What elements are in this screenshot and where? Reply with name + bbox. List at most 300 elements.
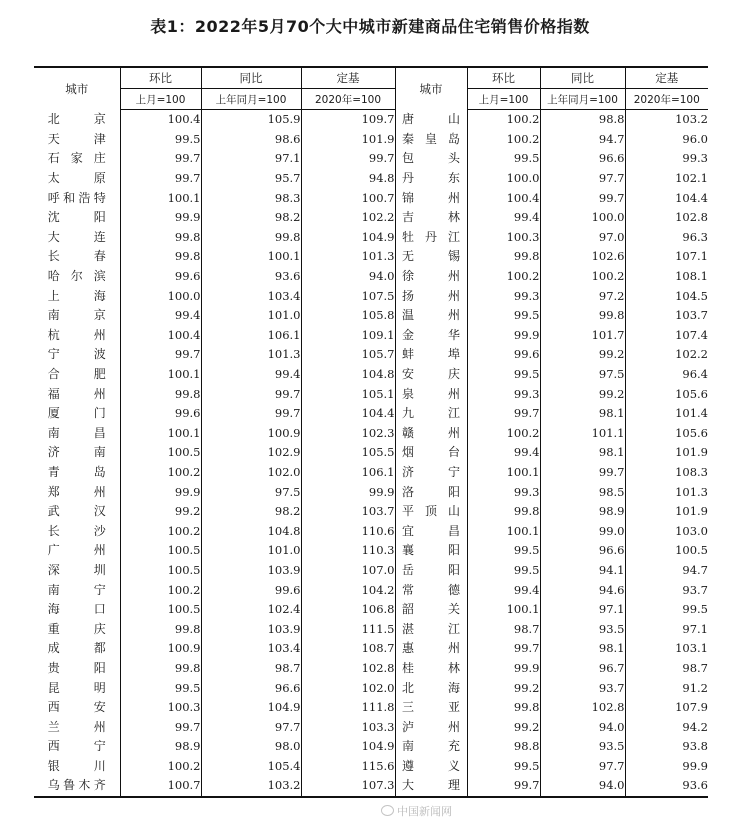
table-row bbox=[34, 502, 708, 522]
left-yoy-cell: 98.2 bbox=[201, 208, 301, 228]
left-mom-cell: 100.2 bbox=[120, 463, 201, 483]
right-mom-cell: 99.8 bbox=[467, 502, 540, 522]
header-mom-left: 环比 bbox=[120, 67, 201, 89]
left-city-name: 福州 bbox=[47, 386, 106, 401]
right-fixed-cell: 108.3 bbox=[625, 463, 708, 483]
right-yoy-cell: 100.2 bbox=[540, 267, 625, 287]
right-fixed-cell: 102.2 bbox=[625, 345, 708, 365]
right-fixed-cell: 91.2 bbox=[625, 678, 708, 698]
left-yoy-cell: 96.6 bbox=[201, 678, 301, 698]
left-city-cell bbox=[34, 130, 120, 150]
left-fixed-cell: 104.4 bbox=[301, 404, 395, 424]
right-fixed-cell: 94.7 bbox=[625, 561, 708, 581]
left-yoy-cell: 103.4 bbox=[201, 639, 301, 659]
left-city-name: 乌鲁木齐 bbox=[47, 778, 106, 793]
right-city-name: 泉州 bbox=[402, 386, 460, 401]
left-city-name: 石家庄 bbox=[47, 151, 106, 166]
left-fixed-cell: 103.7 bbox=[301, 502, 395, 522]
left-fixed-cell: 111.5 bbox=[301, 619, 395, 639]
left-city-cell bbox=[34, 424, 120, 444]
left-city-name: 长沙 bbox=[47, 523, 106, 538]
left-yoy-cell: 98.2 bbox=[201, 502, 301, 522]
right-city-name: 蚌埠 bbox=[402, 347, 460, 362]
left-mom-cell: 99.8 bbox=[120, 384, 201, 404]
left-city-name: 深圳 bbox=[47, 562, 106, 577]
right-fixed-cell: 105.6 bbox=[625, 384, 708, 404]
right-yoy-cell: 98.1 bbox=[540, 404, 625, 424]
right-fixed-cell: 96.0 bbox=[625, 130, 708, 150]
left-mom-cell: 99.2 bbox=[120, 502, 201, 522]
left-city-cell bbox=[34, 619, 120, 639]
left-city-name: 重庆 bbox=[47, 621, 106, 636]
right-city-cell bbox=[395, 188, 467, 208]
right-mom-cell: 100.2 bbox=[467, 130, 540, 150]
table-row bbox=[34, 717, 708, 737]
left-city-name: 上海 bbox=[47, 288, 106, 303]
left-yoy-cell: 99.4 bbox=[201, 365, 301, 385]
right-city-cell bbox=[395, 600, 467, 620]
header-mom-base-left: 上月=100 bbox=[120, 89, 201, 110]
right-mom-cell: 98.7 bbox=[467, 619, 540, 639]
right-mom-cell: 99.4 bbox=[467, 208, 540, 228]
table-row bbox=[34, 208, 708, 228]
right-yoy-cell: 98.8 bbox=[540, 110, 625, 130]
right-city-cell bbox=[395, 463, 467, 483]
table-row bbox=[34, 267, 708, 287]
right-yoy-cell: 99.2 bbox=[540, 384, 625, 404]
header-yoy-right: 同比 bbox=[540, 67, 625, 89]
right-city-name: 金华 bbox=[402, 327, 460, 342]
left-city-name: 成都 bbox=[47, 641, 106, 656]
left-yoy-cell: 105.4 bbox=[201, 757, 301, 777]
header-fixed-base-left: 2020年=100 bbox=[301, 89, 395, 110]
left-yoy-cell: 104.9 bbox=[201, 698, 301, 718]
right-yoy-cell: 94.6 bbox=[540, 580, 625, 600]
left-city-name: 西宁 bbox=[47, 739, 106, 754]
left-yoy-cell: 103.9 bbox=[201, 619, 301, 639]
left-city-cell bbox=[34, 580, 120, 600]
right-yoy-cell: 102.6 bbox=[540, 247, 625, 267]
right-fixed-cell: 107.4 bbox=[625, 326, 708, 346]
left-yoy-cell: 93.6 bbox=[201, 267, 301, 287]
left-fixed-cell: 102.2 bbox=[301, 208, 395, 228]
right-mom-cell: 99.5 bbox=[467, 149, 540, 169]
left-fixed-cell: 115.6 bbox=[301, 757, 395, 777]
left-yoy-cell: 98.7 bbox=[201, 659, 301, 679]
table-row bbox=[34, 541, 708, 561]
right-fixed-cell: 103.0 bbox=[625, 521, 708, 541]
right-yoy-cell: 98.9 bbox=[540, 502, 625, 522]
left-city-cell bbox=[34, 208, 120, 228]
table-row bbox=[34, 130, 708, 150]
table-row bbox=[34, 149, 708, 169]
left-mom-cell: 100.5 bbox=[120, 541, 201, 561]
left-fixed-cell: 100.7 bbox=[301, 188, 395, 208]
left-city-cell bbox=[34, 306, 120, 326]
right-mom-cell: 99.2 bbox=[467, 678, 540, 698]
left-fixed-cell: 106.1 bbox=[301, 463, 395, 483]
left-city-cell bbox=[34, 345, 120, 365]
right-city-name: 平顶山 bbox=[402, 504, 460, 519]
left-fixed-cell: 99.7 bbox=[301, 149, 395, 169]
right-mom-cell: 100.2 bbox=[467, 424, 540, 444]
left-fixed-cell: 110.3 bbox=[301, 541, 395, 561]
left-city-cell bbox=[34, 443, 120, 463]
left-city-cell bbox=[34, 678, 120, 698]
table-row bbox=[34, 482, 708, 502]
left-fixed-cell: 104.2 bbox=[301, 580, 395, 600]
left-city-cell bbox=[34, 776, 120, 797]
left-city-cell bbox=[34, 717, 120, 737]
left-yoy-cell: 99.7 bbox=[201, 384, 301, 404]
left-fixed-cell: 104.9 bbox=[301, 737, 395, 757]
right-yoy-cell: 100.0 bbox=[540, 208, 625, 228]
left-city-cell bbox=[34, 463, 120, 483]
table-row bbox=[34, 443, 708, 463]
left-yoy-cell: 99.7 bbox=[201, 404, 301, 424]
right-yoy-cell: 98.5 bbox=[540, 482, 625, 502]
right-city-name: 洛阳 bbox=[402, 484, 460, 499]
left-mom-cell: 100.4 bbox=[120, 326, 201, 346]
right-yoy-cell: 99.2 bbox=[540, 345, 625, 365]
right-city-cell bbox=[395, 698, 467, 718]
right-mom-cell: 99.3 bbox=[467, 286, 540, 306]
right-city-name: 南充 bbox=[402, 739, 460, 754]
left-fixed-cell: 99.9 bbox=[301, 482, 395, 502]
right-fixed-cell: 93.8 bbox=[625, 737, 708, 757]
right-city-name: 无锡 bbox=[402, 249, 460, 264]
right-city-name: 丹东 bbox=[402, 171, 460, 186]
left-city-cell bbox=[34, 698, 120, 718]
right-city-cell bbox=[395, 345, 467, 365]
right-mom-cell: 99.5 bbox=[467, 561, 540, 581]
right-fixed-cell: 105.6 bbox=[625, 424, 708, 444]
right-mom-cell: 99.5 bbox=[467, 306, 540, 326]
left-fixed-cell: 105.8 bbox=[301, 306, 395, 326]
right-city-name: 湛江 bbox=[402, 621, 460, 636]
right-city-cell bbox=[395, 365, 467, 385]
table-row bbox=[34, 365, 708, 385]
table-row bbox=[34, 286, 708, 306]
header-mom-right: 环比 bbox=[467, 67, 540, 89]
left-yoy-cell: 99.6 bbox=[201, 580, 301, 600]
right-city-cell bbox=[395, 502, 467, 522]
right-yoy-cell: 99.8 bbox=[540, 306, 625, 326]
right-city-cell bbox=[395, 286, 467, 306]
left-mom-cell: 99.7 bbox=[120, 149, 201, 169]
header-city-left: 城市 bbox=[34, 67, 120, 110]
right-city-name: 温州 bbox=[402, 308, 460, 323]
right-mom-cell: 99.5 bbox=[467, 541, 540, 561]
table-row bbox=[34, 326, 708, 346]
right-yoy-cell: 94.0 bbox=[540, 717, 625, 737]
right-city-cell bbox=[395, 326, 467, 346]
right-fixed-cell: 103.2 bbox=[625, 110, 708, 130]
left-city-name: 合肥 bbox=[47, 367, 106, 382]
left-yoy-cell: 102.9 bbox=[201, 443, 301, 463]
left-fixed-cell: 104.8 bbox=[301, 365, 395, 385]
table-row bbox=[34, 384, 708, 404]
left-city-cell bbox=[34, 482, 120, 502]
table-row bbox=[34, 737, 708, 757]
right-city-cell bbox=[395, 443, 467, 463]
right-city-cell bbox=[395, 482, 467, 502]
left-yoy-cell: 106.1 bbox=[201, 326, 301, 346]
right-mom-cell: 99.5 bbox=[467, 757, 540, 777]
right-city-name: 唐山 bbox=[402, 112, 460, 127]
table-row bbox=[34, 404, 708, 424]
right-fixed-cell: 103.1 bbox=[625, 639, 708, 659]
table-row bbox=[34, 678, 708, 698]
right-yoy-cell: 97.7 bbox=[540, 169, 625, 189]
right-fixed-cell: 100.5 bbox=[625, 541, 708, 561]
right-city-cell bbox=[395, 757, 467, 777]
left-city-cell bbox=[34, 384, 120, 404]
left-city-name: 沈阳 bbox=[47, 210, 106, 225]
left-city-name: 贵阳 bbox=[47, 660, 106, 675]
right-city-cell bbox=[395, 659, 467, 679]
table-row bbox=[34, 521, 708, 541]
left-mom-cell: 99.8 bbox=[120, 659, 201, 679]
right-yoy-cell: 96.6 bbox=[540, 541, 625, 561]
right-fixed-cell: 101.9 bbox=[625, 502, 708, 522]
table-row bbox=[34, 188, 708, 208]
table-row bbox=[34, 639, 708, 659]
table-row bbox=[34, 306, 708, 326]
left-city-cell bbox=[34, 757, 120, 777]
left-city-name: 杭州 bbox=[47, 327, 106, 342]
right-yoy-cell: 97.0 bbox=[540, 228, 625, 248]
left-city-cell bbox=[34, 228, 120, 248]
left-mom-cell: 100.2 bbox=[120, 757, 201, 777]
left-fixed-cell: 103.3 bbox=[301, 717, 395, 737]
right-city-cell bbox=[395, 130, 467, 150]
right-fixed-cell: 104.5 bbox=[625, 286, 708, 306]
right-city-name: 济宁 bbox=[402, 464, 460, 479]
right-city-cell bbox=[395, 678, 467, 698]
left-city-name: 西安 bbox=[47, 700, 106, 715]
right-mom-cell: 100.0 bbox=[467, 169, 540, 189]
left-city-name: 宁波 bbox=[47, 347, 106, 362]
right-fixed-cell: 99.9 bbox=[625, 757, 708, 777]
table-row bbox=[34, 110, 708, 130]
right-city-cell bbox=[395, 306, 467, 326]
right-city-cell bbox=[395, 208, 467, 228]
left-city-cell bbox=[34, 561, 120, 581]
table-row bbox=[34, 600, 708, 620]
left-yoy-cell: 101.0 bbox=[201, 541, 301, 561]
left-yoy-cell: 98.0 bbox=[201, 737, 301, 757]
right-city-name: 岳阳 bbox=[402, 562, 460, 577]
right-city-name: 宜昌 bbox=[402, 523, 460, 538]
right-yoy-cell: 99.0 bbox=[540, 521, 625, 541]
left-mom-cell: 99.8 bbox=[120, 619, 201, 639]
right-yoy-cell: 101.7 bbox=[540, 326, 625, 346]
right-mom-cell: 99.3 bbox=[467, 384, 540, 404]
left-mom-cell: 99.7 bbox=[120, 169, 201, 189]
left-mom-cell: 99.6 bbox=[120, 267, 201, 287]
left-fixed-cell: 109.7 bbox=[301, 110, 395, 130]
right-fixed-cell: 93.7 bbox=[625, 580, 708, 600]
left-city-cell bbox=[34, 659, 120, 679]
right-fixed-cell: 98.7 bbox=[625, 659, 708, 679]
left-fixed-cell: 107.3 bbox=[301, 776, 395, 797]
left-yoy-cell: 95.7 bbox=[201, 169, 301, 189]
left-yoy-cell: 103.2 bbox=[201, 776, 301, 797]
left-city-cell bbox=[34, 521, 120, 541]
right-mom-cell: 100.1 bbox=[467, 463, 540, 483]
right-city-cell bbox=[395, 776, 467, 797]
right-mom-cell: 99.5 bbox=[467, 365, 540, 385]
right-fixed-cell: 108.1 bbox=[625, 267, 708, 287]
left-mom-cell: 100.3 bbox=[120, 698, 201, 718]
right-mom-cell: 99.4 bbox=[467, 443, 540, 463]
left-fixed-cell: 111.8 bbox=[301, 698, 395, 718]
header-fixed-left: 定基 bbox=[301, 67, 395, 89]
left-city-name: 银川 bbox=[47, 758, 106, 773]
right-city-name: 扬州 bbox=[402, 288, 460, 303]
right-mom-cell: 99.7 bbox=[467, 776, 540, 797]
left-mom-cell: 100.5 bbox=[120, 443, 201, 463]
left-yoy-cell: 97.5 bbox=[201, 482, 301, 502]
right-city-name: 北海 bbox=[402, 680, 460, 695]
right-city-cell bbox=[395, 639, 467, 659]
right-yoy-cell: 101.1 bbox=[540, 424, 625, 444]
right-fixed-cell: 107.9 bbox=[625, 698, 708, 718]
right-mom-cell: 99.8 bbox=[467, 247, 540, 267]
right-city-name: 牡丹江 bbox=[402, 229, 460, 244]
right-yoy-cell: 102.8 bbox=[540, 698, 625, 718]
left-city-name: 大连 bbox=[47, 229, 106, 244]
table-row bbox=[34, 345, 708, 365]
left-fixed-cell: 101.9 bbox=[301, 130, 395, 150]
left-city-cell bbox=[34, 600, 120, 620]
right-mom-cell: 100.2 bbox=[467, 110, 540, 130]
table-row bbox=[34, 424, 708, 444]
right-city-name: 泸州 bbox=[402, 719, 460, 734]
right-city-cell bbox=[395, 149, 467, 169]
right-mom-cell: 100.1 bbox=[467, 600, 540, 620]
right-fixed-cell: 102.1 bbox=[625, 169, 708, 189]
left-fixed-cell: 108.7 bbox=[301, 639, 395, 659]
right-city-name: 常德 bbox=[402, 582, 460, 597]
right-mom-cell: 99.9 bbox=[467, 659, 540, 679]
watermark-text: 中国新闻网 bbox=[397, 805, 452, 818]
table-row bbox=[34, 561, 708, 581]
left-fixed-cell: 105.7 bbox=[301, 345, 395, 365]
header-fixed-right: 定基 bbox=[625, 67, 708, 89]
left-fixed-cell: 94.8 bbox=[301, 169, 395, 189]
right-yoy-cell: 96.7 bbox=[540, 659, 625, 679]
right-mom-cell: 99.6 bbox=[467, 345, 540, 365]
table-row bbox=[34, 776, 708, 797]
left-city-name: 南宁 bbox=[47, 582, 106, 597]
left-city-name: 青岛 bbox=[47, 464, 106, 479]
left-yoy-cell: 104.8 bbox=[201, 521, 301, 541]
right-yoy-cell: 96.6 bbox=[540, 149, 625, 169]
right-city-name: 锦州 bbox=[402, 190, 460, 205]
right-city-name: 襄阳 bbox=[402, 543, 460, 558]
left-city-name: 兰州 bbox=[47, 719, 106, 734]
left-city-cell bbox=[34, 326, 120, 346]
left-mom-cell: 99.8 bbox=[120, 247, 201, 267]
left-yoy-cell: 101.0 bbox=[201, 306, 301, 326]
right-fixed-cell: 99.3 bbox=[625, 149, 708, 169]
left-mom-cell: 99.5 bbox=[120, 130, 201, 150]
left-mom-cell: 100.9 bbox=[120, 639, 201, 659]
left-yoy-cell: 100.1 bbox=[201, 247, 301, 267]
watermark bbox=[381, 803, 452, 819]
left-city-cell bbox=[34, 639, 120, 659]
left-yoy-cell: 101.3 bbox=[201, 345, 301, 365]
right-yoy-cell: 99.7 bbox=[540, 188, 625, 208]
table-header bbox=[34, 67, 708, 110]
weibo-icon bbox=[381, 805, 394, 816]
right-fixed-cell: 104.4 bbox=[625, 188, 708, 208]
left-mom-cell: 100.5 bbox=[120, 600, 201, 620]
left-city-name: 北京 bbox=[47, 112, 106, 127]
left-mom-cell: 100.7 bbox=[120, 776, 201, 797]
left-fixed-cell: 110.6 bbox=[301, 521, 395, 541]
left-city-name: 太原 bbox=[47, 171, 106, 186]
left-mom-cell: 100.1 bbox=[120, 424, 201, 444]
right-city-name: 吉林 bbox=[402, 210, 460, 225]
right-yoy-cell: 94.1 bbox=[540, 561, 625, 581]
right-yoy-cell: 94.7 bbox=[540, 130, 625, 150]
right-yoy-cell: 98.1 bbox=[540, 443, 625, 463]
left-city-name: 济南 bbox=[47, 445, 106, 460]
right-yoy-cell: 97.1 bbox=[540, 600, 625, 620]
right-city-cell bbox=[395, 737, 467, 757]
table-row bbox=[34, 247, 708, 267]
right-mom-cell: 100.2 bbox=[467, 267, 540, 287]
right-mom-cell: 99.7 bbox=[467, 404, 540, 424]
table-row bbox=[34, 698, 708, 718]
left-fixed-cell: 102.3 bbox=[301, 424, 395, 444]
right-yoy-cell: 93.5 bbox=[540, 737, 625, 757]
left-city-cell bbox=[34, 247, 120, 267]
left-mom-cell: 100.1 bbox=[120, 188, 201, 208]
table-row bbox=[34, 463, 708, 483]
left-city-name: 厦门 bbox=[47, 406, 106, 421]
left-fixed-cell: 102.8 bbox=[301, 659, 395, 679]
right-city-cell bbox=[395, 228, 467, 248]
left-city-cell bbox=[34, 541, 120, 561]
left-city-name: 广州 bbox=[47, 543, 106, 558]
right-city-cell bbox=[395, 267, 467, 287]
left-city-cell bbox=[34, 502, 120, 522]
right-city-name: 遵义 bbox=[402, 758, 460, 773]
left-fixed-cell: 109.1 bbox=[301, 326, 395, 346]
right-fixed-cell: 101.3 bbox=[625, 482, 708, 502]
right-city-cell bbox=[395, 561, 467, 581]
right-city-cell bbox=[395, 247, 467, 267]
right-city-name: 韶关 bbox=[402, 602, 460, 617]
left-yoy-cell: 99.8 bbox=[201, 228, 301, 248]
left-city-name: 长春 bbox=[47, 249, 106, 264]
right-city-name: 赣州 bbox=[402, 425, 460, 440]
left-city-cell bbox=[34, 188, 120, 208]
right-city-name: 三亚 bbox=[402, 700, 460, 715]
right-city-cell bbox=[395, 521, 467, 541]
right-mom-cell: 99.9 bbox=[467, 326, 540, 346]
right-fixed-cell: 102.8 bbox=[625, 208, 708, 228]
left-fixed-cell: 106.8 bbox=[301, 600, 395, 620]
header-yoy-base-right: 上年同月=100 bbox=[540, 89, 625, 110]
left-fixed-cell: 101.3 bbox=[301, 247, 395, 267]
right-city-name: 惠州 bbox=[402, 641, 460, 656]
right-mom-cell: 100.1 bbox=[467, 521, 540, 541]
